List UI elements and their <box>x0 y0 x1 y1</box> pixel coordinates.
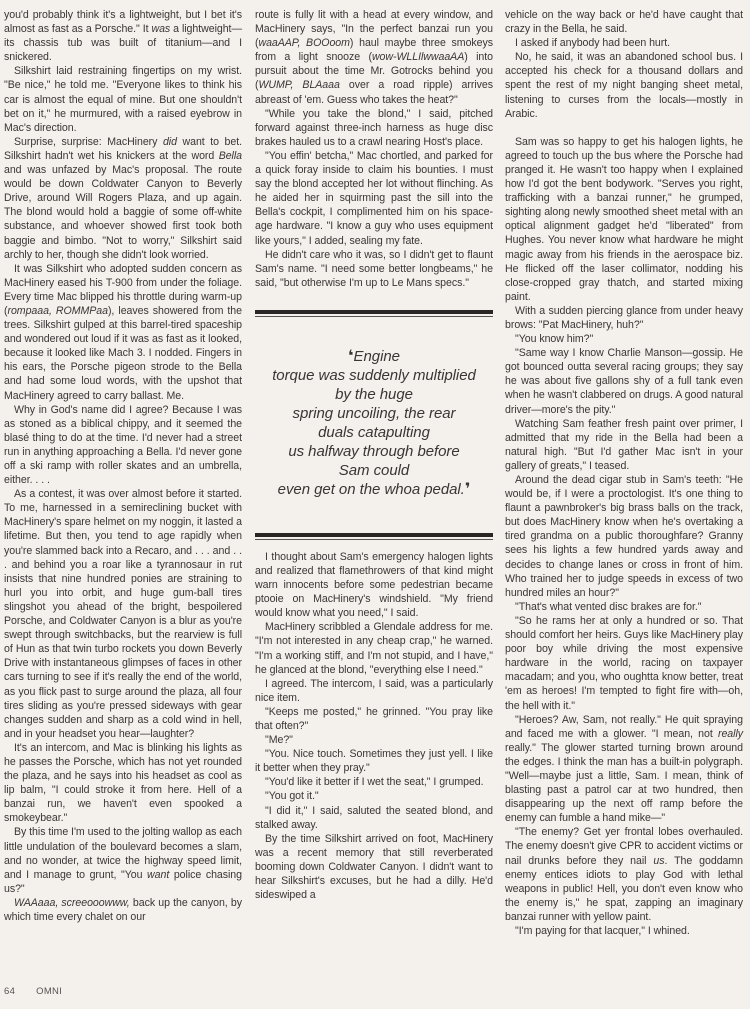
text: Sam was so happy to get his halogen lights, he agreed to touch up the bus where the Porsche had pranged it. He wasn't too happy when I explained how I'd got the bent bodywork. "Serves you right, trafficking with a banzai runner," he grumped, sighting along newly smoothed sheet metal with an optical alignment gadget he'd "liberated" from Hughes. You never know what hardware he might magic away from his friends in the aerospace biz. He flicked off the laser collimator, nodding his close-cropped gray thatch, and started mixing paint. <box>505 135 743 303</box>
text: Surprise, surprise: MacHinery <box>14 135 163 148</box>
text: . The goddamn enemy entices idiots to play God with lethal weapons in public! Hell, you don't even know who the enemy is," he spat, zapping an imaginary banzai runner with yellow paint. <box>505 854 743 923</box>
pull-quote-line-2: torque was suddenly multiplied <box>272 366 476 384</box>
paragraph <box>255 107 493 149</box>
text: over a road ripple) arrives abreast of 'em. Guess who takes the heat?" <box>255 79 493 106</box>
text: It's an intercom, and Mac is blinking his lights as he passes the Porsche, which has not yet rounded the plaza, and he says into his headset as cool as lip balm, "I could stroke it from here. Hell of a banzai run, we haven't even spooked a smokeybear." <box>4 741 242 825</box>
paragraph <box>505 825 743 924</box>
text: a lightweight—its chassis tub was built of titanium—and I snickered. <box>4 23 242 64</box>
pull-quote-line-8: even get on the whoa pedal.❜ <box>277 480 471 498</box>
pull-quote-line-7: Sam could <box>338 461 410 479</box>
text: really." The glower started turning brown around the edges. I think the man has a built-in polygraph. "Well—maybe just a little, Sam. I mean, think of blasting past a patrol car at two hundred, then disappearing up the next off ramp before the enemy can fumble a hand mike—" <box>505 741 743 825</box>
pull-quote-block <box>255 310 493 540</box>
text: "Heroes? Aw, Sam, not really." He quit spraying and faced me with a glower. "I mean, not <box>505 713 743 740</box>
paragraph <box>255 789 493 803</box>
text: "You know him?" <box>515 333 594 346</box>
paragraph <box>4 487 242 741</box>
paragraph <box>255 677 493 705</box>
paragraph <box>255 832 493 902</box>
paragraph <box>505 614 743 713</box>
text: "I did it," I said, saluted the seated blond, and stalked away. <box>255 804 493 831</box>
paragraph <box>255 248 493 290</box>
paragraph <box>255 775 493 789</box>
text: I agreed. The intercom, I said, was a particularly nice item. <box>255 677 493 704</box>
text: "You effin' betcha," Mac chortled, and parked for a quick foray inside to claim his bounties. I must say the blond accepted her lot without flinching. As he aided her in squirming past the sill into the Bella's cockpit, I complimented him on his space-age hardware. "I know a guy who uses equipment like yours," I added, sealing my fate. <box>255 149 493 247</box>
paragraph <box>505 713 743 826</box>
page-number: 64 <box>4 986 16 997</box>
text: He didn't care who it was, so I didn't get to flaunt Sam's name. "I need some better longbeams," he said, "but otherwise I'm up to Le Mans specs." <box>255 248 493 289</box>
italic-text: WUMP, BLAaaa <box>258 79 340 92</box>
paragraph <box>505 600 743 614</box>
text: Around the dead cigar stub in Sam's teeth: "He would be, if I were a proctologist. It's one thing to flaunt a pawnbroker's big brass balls on the track, but does MacHinery know when he's overtaking a tired grandma on a public thoroughfare? Granny sees his lights a few hundred yards away and decides to change lanes or cross in front of him. Who trained her to judge speeds in excess of two hundred miles an hour?" <box>505 474 743 599</box>
paragraph <box>4 64 242 134</box>
text: MacHinery scribbled a Glendale address for me. "I'm not interested in any cheap crap," he warned. "I'm a working stiff, and I'm not stupid, and I have," he glanced at the blond, "everything else I need." <box>255 621 493 676</box>
text: back up the canyon, by which time every chalet on our <box>4 896 242 923</box>
paragraph <box>505 304 743 332</box>
paragraph <box>255 804 493 832</box>
text: "I'm paying for that lacquer," I whined. <box>515 925 690 937</box>
paragraph <box>505 50 743 120</box>
paragraph <box>505 346 743 416</box>
paragraph <box>255 8 493 107</box>
open-quote-mark-icon: ❛ <box>348 347 354 365</box>
text: With a sudden piercing glance from under heavy brows: "Pat MacHinery, huh?" <box>505 304 743 331</box>
text: ) haul maybe three smokeys from a light snooze ( <box>255 37 493 64</box>
paragraph <box>255 733 493 747</box>
pull-quote-bottom-rule-thin <box>255 539 493 540</box>
page-footer <box>4 986 80 997</box>
text: Why in God's name did I agree? Because I was as stoned as a biblical chippy, and it seemed the blasé thing to do at the time. I'd never had a street run in anything approaching a Bella. I'd never gone off a ski ramp with roller skates and an umbrella, either. . . . <box>4 403 242 487</box>
pull-quote-line-4: spring uncoiling, the rear <box>292 404 456 422</box>
text: As a contest, it was over almost before it started. To me, harnessed in a semireclining bucket with MacHinery's spare helmet on my noggin, it lasted a lifetime. But then, you tend to age rapidly when you're slammed back into a Recaro, and . . . and . . . and behind you a roar like a tyrannosaur in rut insists that nine hundred ponies are straining to hurl you into orbit, and huge gum-ball tires slingshot you ahead of the bright, bespoilered Porsche, and Coldwater Canyon is a blur as you're swept through switchbacks, but the rearview is full of Hun as that twin turbo rockets you down Beverly Drive with instantaneous glimpses of faces in other cars turning to see if it's really the end of the world, as you flick past to surge around the plaza, all four tires sliding as you're pressed sideways with gear changes sudden and sharp as a cold wind in hell, and in your headset you hear—laughter? <box>4 488 242 740</box>
italic-text: really <box>717 727 743 740</box>
text: and was unfazed by Mac's proposal. The route would be down Coldwater Canyon to Beverly Drive, around Will Rogers Plaza, and up again. The blond would hold a baggie of some off-white substance, and whoever showed first took both baggie and bimbo. "Not to worry," Silkshirt said archly to her, though she didn't look worried. <box>4 164 242 261</box>
italic-text: did <box>162 135 177 148</box>
pull-quote-line-5: duals catapulting <box>318 423 430 441</box>
text: Silkshirt laid restraining fingertips on my wrist. "Be nice," he told me. "Everyone likes to think his car is almost the equal of mine. But one shouldn't bet on it," he murmured, with a raised eyebrow in Mac's direction. <box>4 65 242 134</box>
paragraph <box>505 135 743 304</box>
paragraph <box>505 924 743 938</box>
italic-text: want <box>147 868 170 881</box>
text: I thought about Sam's emergency halogen lights and realized that flamethrowers of that kind might warn innocents before some pedestrian became ptooie on MacHinery's windshield. "My friend would know what you need," I said. <box>255 550 493 620</box>
pull-quote <box>255 317 493 533</box>
pull-quote-line-1: ❛Engine <box>348 347 400 365</box>
paragraph <box>4 896 242 924</box>
pull-quote-line-3: by the huge <box>335 385 413 403</box>
paragraph <box>255 550 493 620</box>
text: I asked if anybody had been hurt. <box>515 37 671 50</box>
text: "Same way I know Charlie Manson—gossip. He got bounced outta several racing groups; they say he was about five gallons shy of a full tank even when he wasn't clabbered on drugs. A good natural driver—more's the pity." <box>505 347 743 416</box>
text: vehicle on the way back or he'd have caught that crazy in the Bella, he said. <box>505 9 743 36</box>
paragraph <box>505 473 743 600</box>
text: By the time Silkshirt arrived on foot, MacHinery was a recent memory that still reverberated booming down Coldwater Canyon. I didn't want to hear Silkshirt's excuses, but he had a dilly. He'd sideswiped a <box>255 832 493 902</box>
paragraph <box>505 8 743 36</box>
text: "You got it." <box>265 790 319 803</box>
text: "That's what vented disc brakes are for." <box>515 600 702 613</box>
paragraph <box>255 149 493 248</box>
italic-text: rompaaa, ROMMPaa <box>7 304 108 317</box>
text: "You'd like it better if I wet the seat," I grumped. <box>265 776 484 789</box>
paragraph <box>255 705 493 733</box>
italic-text: wow-WLLIlwwaaAA <box>371 51 465 64</box>
text: ), leaves showered from the trees. Silkshirt gulped at this barrel-tired spaceship and wondered out loud if it was as fast as it looked, because it looked like Mach 3. I nodded. Fingers in his ears, the Porsche pigeon strode to the Bella and had some loud words, with the upshot that MacHinery agreed to carry ballast. Me. <box>4 304 242 402</box>
text: "Me?" <box>265 734 293 747</box>
paragraph <box>505 36 743 50</box>
text: No, he said, it was an abandoned school bus. I accepted his check for a thousand dollars and spent the rest of my night banging sheet metal, listening to curses from the locals—mostly in Arabic. <box>505 51 743 120</box>
text: "So he rams her at only a hundred or so. That should comfort her heirs. Guys like MacHinery play poor boy while driving the most expensive hardware in the world, racing on taxpayer macadam; and you, who oughtta know better, treat 'em as heroes! I'm tempted to fight fire with—oh, the hell with it." <box>505 614 743 712</box>
column-2-bottom-text <box>255 550 493 902</box>
paragraph <box>4 135 242 262</box>
text: you'd probably think it's a lightweight, but I bet it's almost as fast as a Porsche." It <box>4 9 242 36</box>
paragraph <box>505 332 743 346</box>
text: "While you take the blond," I said, pitched forward against three-inch harness as huge disc brakes hauled us to a crawl nearing Host's place. <box>255 107 493 148</box>
magazine-name: OMNI <box>36 986 63 997</box>
text: Watching Sam feather fresh paint over primer, I admitted that my ride in the Bella had been a natural high. "But I'd gather Mac isn't in your gallery of greats," I teased. <box>505 417 743 472</box>
column-2-top-text <box>255 8 493 290</box>
paragraph <box>255 620 493 676</box>
italic-text: was <box>151 23 171 36</box>
text: ) into pursuit about the time Mr. Gotrocks behind you ( <box>255 51 493 92</box>
column-1 <box>4 8 242 924</box>
text: By this time I'm used to the jolting wallop as each little undulation of the boulevard becomes a slam, and no wonder, at twice the highway speed limit, and I manage to grunt, "You <box>4 826 242 881</box>
pull-quote-top-rule-thick <box>255 310 493 314</box>
text: want to bet. Silkshirt hadn't wet his knickers at the word <box>4 135 242 162</box>
paragraph <box>4 262 242 403</box>
text: "The enemy? Get yer frontal lobes overhauled. The enemy doesn't give CPR to accident victims or nail drunks before they nail <box>505 826 743 867</box>
column-2 <box>255 8 493 902</box>
column-3 <box>505 8 743 938</box>
text: route is fully lit with a head at every window, and MacHinery says, "In the perfect banzai run you ( <box>255 9 493 50</box>
close-quote-mark-icon: ❜ <box>464 480 471 498</box>
paragraph <box>4 741 242 826</box>
italic-text: waaAAP, BOOoom <box>258 37 350 50</box>
paragraph <box>255 747 493 775</box>
italic-text: us <box>653 854 665 867</box>
paragraph <box>505 417 743 473</box>
pull-quote-line-6: us halfway through before <box>288 442 460 460</box>
italic-text: WAAaaa, screeooowww, <box>14 896 130 909</box>
text: police chasing us?" <box>4 868 242 895</box>
text: It was Silkshirt who adopted sudden concern as MacHinery eased his T-900 from under the foliage. Every time Mac blipped his throttle during warm-up ( <box>4 262 242 317</box>
text: "You. Nice touch. Sometimes they just yell. I like it better when they pray." <box>255 748 493 775</box>
paragraph <box>4 825 242 895</box>
paragraph <box>4 403 242 488</box>
pull-quote-bottom-rule-thick <box>255 533 493 537</box>
paragraph <box>4 8 242 64</box>
italic-text: Bella <box>218 149 242 162</box>
text: "Keeps me posted," he grinned. "You pray like that often?" <box>255 705 493 732</box>
